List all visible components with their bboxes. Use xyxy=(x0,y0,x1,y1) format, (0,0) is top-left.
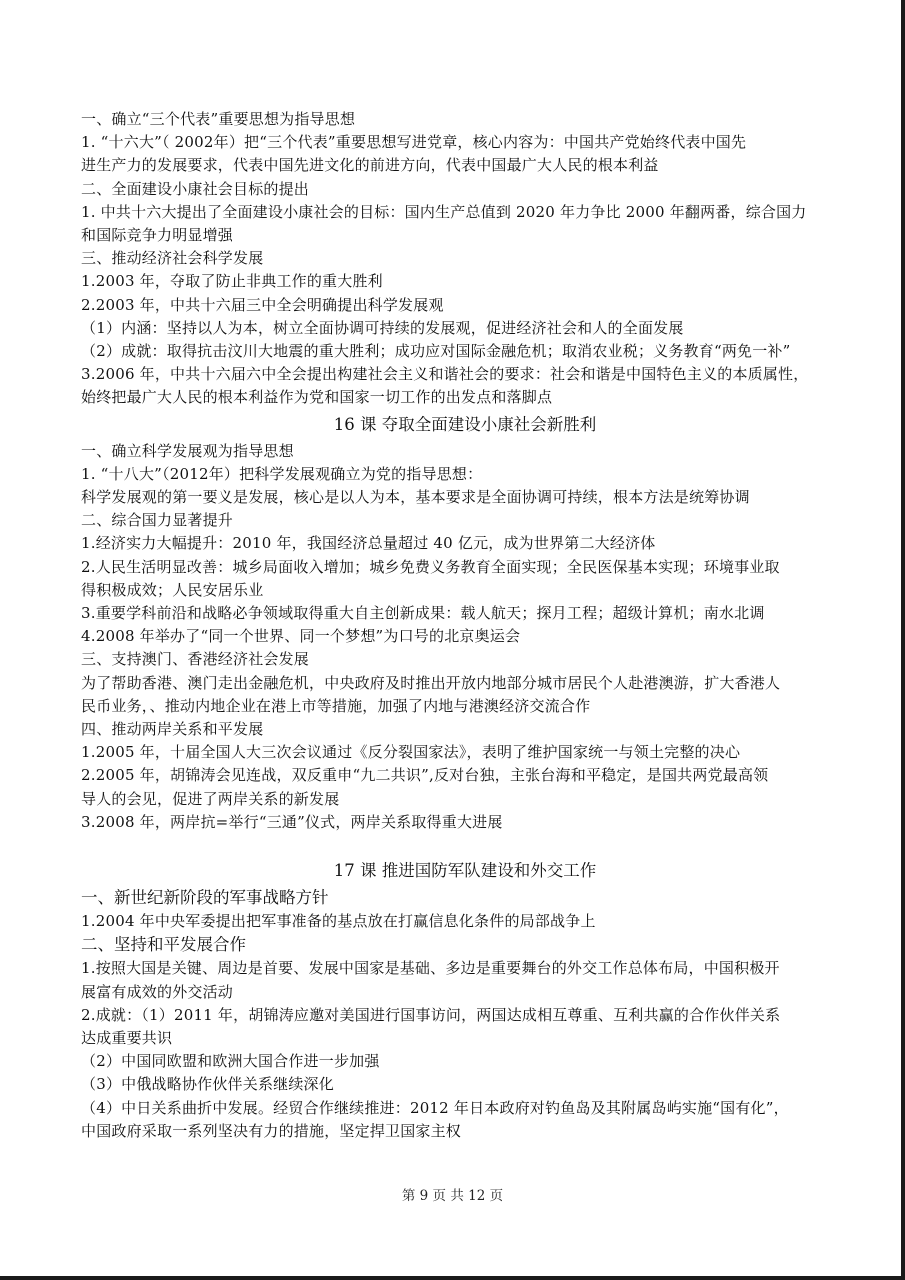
text-line: 二、全面建设小康社会目标的提出 xyxy=(81,179,310,198)
text-line: 科学发展观的第一要义是发展，核心是以人为本，基本要求是全面协调可持续，根本方法是统筹协调 xyxy=(81,488,750,507)
text-line: 2.人民生活明显改善：城乡局面收入增加；城乡免费义务教育全面实现；全民医保基本实现；环境事业取 xyxy=(81,557,780,576)
text-line: 和国际竞争力明显增强 xyxy=(81,226,234,245)
text-line: 1.2004 年中央军委提出把军事准备的基点放在打赢信息化条件的局部战争上 xyxy=(81,912,596,931)
text-line: 展富有成效的外交活动 xyxy=(81,982,234,1001)
text-line: 2.成就：（1）2011 年，胡锦涛应邀对美国进行国事访问，两国达成相互尊重、互利共赢的合作伙伴关系 xyxy=(81,1005,781,1024)
text-line: 三、推动经济社会科学发展 xyxy=(81,249,264,268)
text-line: （2）成就：取得抗击汶川大地震的重大胜利；成功应对国际金融危机；取消农业税；义务教育“两免一补” xyxy=(81,342,791,361)
page-border-right xyxy=(901,0,905,1280)
page-number-footer: 第 9 页 共 12 页 xyxy=(401,1188,504,1204)
text-line: 1. “十八大”（2012年）把科学发展观确立为党的指导思想： xyxy=(81,464,483,483)
text-line: 得积极成效；人民安居乐业 xyxy=(81,580,264,599)
text-line: 1.按照大国是关键、周边是首要、发展中国家是基础、多边是重要舞台的外交工作总体布局，中国积极开 xyxy=(81,959,780,978)
text-line: 一、确立“三个代表”重要思想为指导思想 xyxy=(81,110,356,128)
text-line: 3.重要学科前沿和战略必争领域取得重大自主创新成果：载人航天；探月工程；超级计算机；南水北调 xyxy=(81,604,765,623)
text-line: 一、确立科学发展观为指导思想 xyxy=(81,441,294,460)
lesson-16-section xyxy=(81,410,825,834)
text-line: 三、支持澳门、香港经济社会发展 xyxy=(81,650,310,669)
text-line: （1）内涵：坚持以人为本，树立全面协调可持续的发展观，促进经济社会和人的全面发展 xyxy=(81,318,684,337)
text-line: 1.2005 年，十届全国人大三次会议通过《反分裂国家法》，表明了维护国家统一与领土完整的决心 xyxy=(81,743,741,762)
text-line: （3）中俄战略协作伙伴关系继续深化 xyxy=(81,1075,334,1094)
text-line: 1. 中共十六大提出了全面建设小康社会的目标：国内生产总值到 2020 年力争比 2000 年翻两番，综合国力 xyxy=(81,202,807,221)
text-line: 四、推动两岸关系和平发展 xyxy=(81,720,264,739)
section-heading: 二、坚持和平发展合作 xyxy=(81,935,246,955)
lesson-16-title: 16 课 夺取全面建设小康社会新胜利 xyxy=(333,414,597,434)
text-line: 1.经济实力大幅提升：2010 年，我国经济总量超过 40 亿元，成为世界第二大经济体 xyxy=(81,534,656,553)
text-line: （4）中日关系曲折中发展。经贸合作继续推进：2012 年日本政府对钓鱼岛及其附属岛屿实施“国有化”， xyxy=(81,1098,789,1117)
text-line: 3.2008 年，两岸抗=举行“三通”仪式，两岸关系取得重大进展 xyxy=(81,812,503,831)
lesson-17-title: 17 课 推进国防军队建设和外交工作 xyxy=(333,861,597,881)
text-line: 2.2005 年，胡锦涛会见连战，双反重申“九二共识”,反对台独，主张台海和平稳定，是国共两党最高领 xyxy=(81,766,769,785)
text-line: 进生产力的发展要求，代表中国先进文化的前进方向，代表中国最广大人民的根本利益 xyxy=(81,156,659,175)
text-line: 1.2003 年，夺取了防止非典工作的重大胜利 xyxy=(81,272,383,291)
section-heading: 一、新世纪新阶段的军事战略方针 xyxy=(81,888,329,908)
text-line: 二、综合国力显著提升 xyxy=(81,511,234,530)
text-line: 始终把最广大人民的根本利益作为党和国家一切工作的出发点和落脚点 xyxy=(81,388,553,407)
text-line: 3.2006 年，中共十六届六中全会提出构建社会主义和谐社会的要求：社会和谐是中国特色主义的本质属性， xyxy=(81,365,809,384)
text-line: 4.2008 年举办了“同一个世界、同一个梦想”为口号的北京奥运会 xyxy=(81,627,521,646)
text-line: 1. “十六大”（ 2002年）把“三个代表”重要思想写进党章，核心内容为：中国共产党始终代表中国先 xyxy=(81,133,747,152)
text-line: 2.2003 年，中共十六届三中全会明确提出科学发展观 xyxy=(81,295,444,314)
text-line: 导人的会见，促进了两岸关系的新发展 xyxy=(81,789,340,808)
text-line: 达成重要共识 xyxy=(81,1028,173,1047)
lesson-15-section xyxy=(81,108,825,410)
text-line: 为了帮助香港、澳门走出金融危机，中央政府及时推出开放内地部分城市居民个人赴港澳游，扩大香港人 xyxy=(81,673,781,692)
page-border-bottom xyxy=(0,1276,905,1280)
lesson-17-section xyxy=(81,856,825,1143)
text-line: 中国政府采取一系列坚决有力的措施，坚定捍卫国家主权 xyxy=(81,1121,462,1140)
document-body xyxy=(81,108,825,1143)
text-line: （2）中国同欧盟和欧洲大国合作进一步加强 xyxy=(81,1052,380,1071)
text-line: 民币业务，、推动内地企业在港上市等措施，加强了内地与港澳经济交流合作 xyxy=(81,696,591,715)
